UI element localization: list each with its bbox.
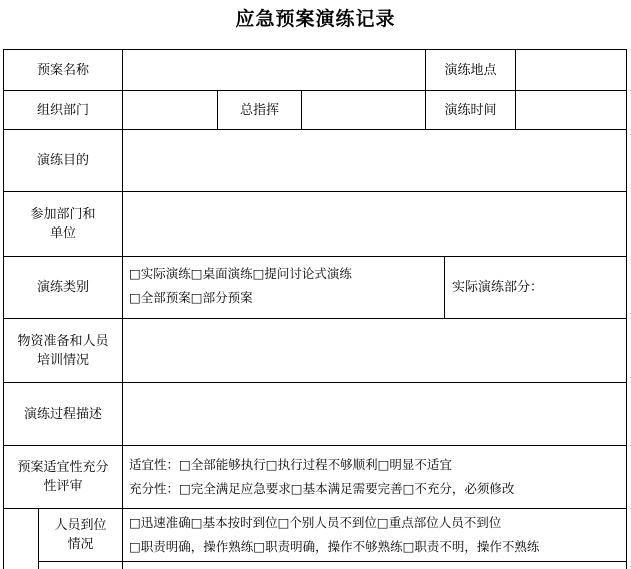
purpose-label: 演练目的: [36, 153, 89, 168]
materials-label-line1: 物资准备和人员: [17, 333, 109, 349]
evaluation-label-line1: 预案适宜性充分: [17, 460, 109, 475]
category-options-line1[interactable]: □实际演练□桌面演练□提问讨论式演练: [129, 266, 352, 281]
personnel-options-line1[interactable]: □迅速准确□基本按时到位□个别人员不到位□重点部位人员不到位: [129, 515, 502, 530]
participants-label: [4, 192, 122, 256]
category-label: 演练类别: [36, 280, 89, 295]
process-field[interactable]: [123, 383, 626, 445]
time-field[interactable]: [516, 91, 626, 129]
process-label: 演练过程描述: [23, 406, 102, 422]
org-dept-label: 组织部门: [36, 102, 89, 118]
page-title: 应急预案演练记录: [235, 8, 396, 30]
actual-part-label: 实际演练部分：: [452, 280, 544, 295]
evaluation-label: [4, 446, 122, 508]
commander-field[interactable]: [302, 91, 425, 129]
personnel-options-line2[interactable]: □职责明确，操作熟练□职责明确，操作不够熟练□职责不明，操作不熟练: [129, 539, 540, 554]
participants-label-line2: 单位: [49, 226, 76, 241]
drill-record-form: [3, 49, 627, 569]
plan-name-label: 预案名称: [36, 62, 89, 78]
personnel-label: [39, 509, 122, 561]
org-dept-field[interactable]: [123, 91, 217, 129]
plan-name-field[interactable]: [123, 50, 425, 90]
location-label: 演练地点: [444, 62, 497, 78]
personnel-label-line2: 情况: [67, 537, 94, 552]
materials-label-line2: 培训情况: [36, 352, 89, 368]
time-label: 演练时间: [444, 102, 497, 118]
purpose-field[interactable]: [123, 130, 626, 191]
personnel-label-line1: 人员到位: [54, 518, 107, 533]
participants-label-line1: 参加部门和: [30, 207, 96, 222]
materials-label: [4, 319, 122, 382]
materials-field[interactable]: [123, 319, 626, 382]
suitability-options[interactable]: 适宜性：□全部能够执行□执行过程不够顺利□明显不适宜: [129, 457, 452, 472]
evaluation-label-line2: 性评审: [43, 479, 83, 494]
category-options-line2[interactable]: □全部预案□部分预案: [129, 290, 253, 305]
participants-field[interactable]: [123, 192, 626, 256]
commander-label: 总指挥: [239, 102, 279, 118]
adequacy-options[interactable]: 充分性：□完全满足应急要求□基本满足需要完善□不充分，必须修改: [129, 481, 515, 496]
location-field[interactable]: [516, 50, 626, 90]
